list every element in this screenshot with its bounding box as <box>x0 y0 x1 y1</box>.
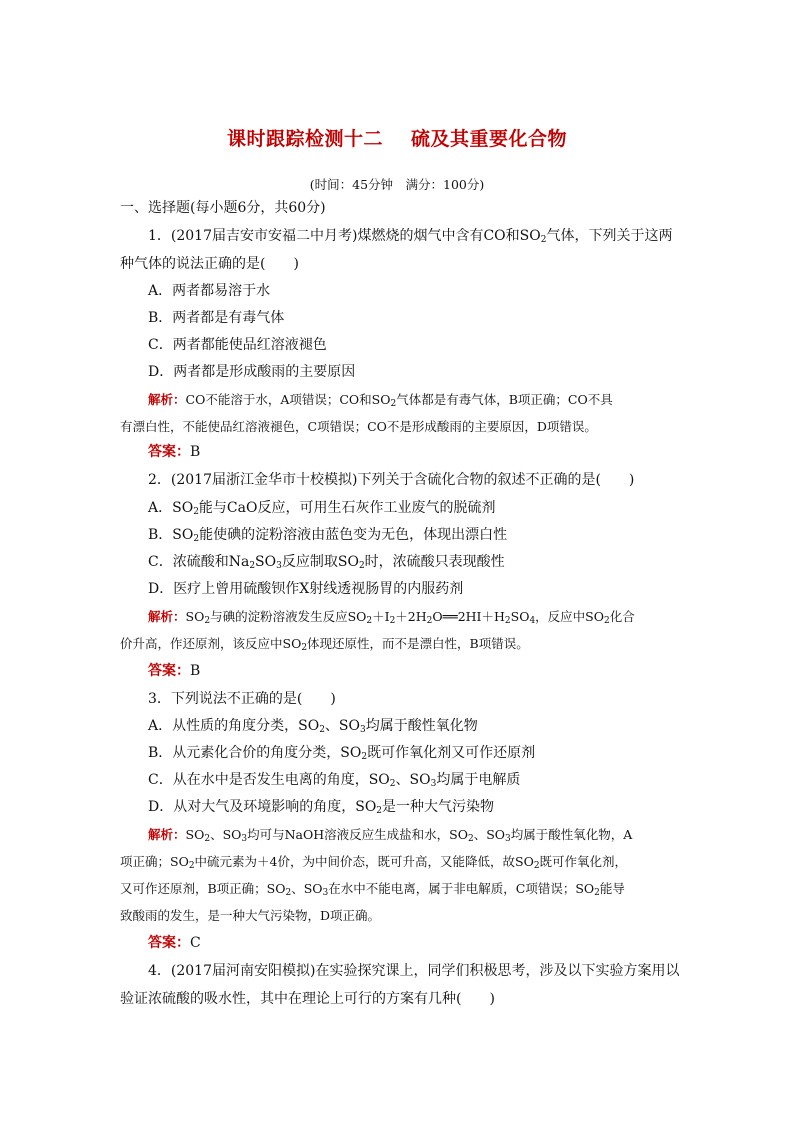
q2-analysis-line1: 解析：$SO_2$与碘的淀粉溶液发生反应$SO_2+I_2+2H_2O══2HI+H_2SO_4$，反应中$SO_2$化合 <box>148 609 635 626</box>
q1-analysis-line2: 有漂白性，不能使品红溶液褪色，C项错误；CO不是形成酸雨的主要原因，D项错误。 <box>120 419 597 434</box>
q1-option-a: A．两者都易溶于水 <box>148 283 271 299</box>
q3-option-c: C．从在水中是否发生电离的角度，$SO_2$、$SO_3$均属于电解质 <box>148 772 521 789</box>
title-left: 课时跟踪检测十二 <box>226 128 383 150</box>
q1-option-c: C．两者都能使品红溶液褪色 <box>148 337 327 353</box>
q3-analysis-line4: 致酸雨的发生，是一种大气污染物，D项正确。 <box>120 908 381 923</box>
q3-analysis-line3: 又可作还原剂，B项正确；$SO_2$、$SO_3$在水中不能电离，属于非电解质，C项错误；$SO_2$能导 <box>120 881 625 898</box>
page-title <box>0 124 794 151</box>
section-heading: 一、选择题(每小题6分，共60分) <box>120 200 326 216</box>
q3-answer: 答案：C <box>148 935 201 951</box>
time-score-info: (时间：45分钟 满分：100分) <box>309 177 485 192</box>
q2-option-c: C．浓硫酸和$Na_2SO_3$反应制取$SO_2$时，浓硫酸只表现酸性 <box>148 554 505 571</box>
q3-option-d: D．从对大气及环境影响的角度，$SO_2$是一种大气污染物 <box>148 799 495 816</box>
q3-stem: 3．下列说法不正确的是( ) <box>148 691 336 707</box>
q2-answer: 答案：B <box>148 663 201 679</box>
q3-analysis-line1: 解析：$SO_2$、$SO_3$均可与NaOH溶液反应生成盐和水，$SO_2$、$SO_3$均属于酸性氧化物，A <box>148 827 633 844</box>
q2-stem: 2．(2017届浙江金华市十校模拟)下列关于含硫化合物的叙述不正确的是( ) <box>148 472 635 488</box>
q1-analysis-line1: 解析：CO不能溶于水，A项错误；CO和$SO_2$气体都是有毒气体，B项正确；CO不具 <box>148 392 613 409</box>
q2-option-a: A．$SO_2$能与CaO反应，可用生石灰作工业废气的脱硫剂 <box>148 500 496 517</box>
q2-option-b: B．$SO_2$能使碘的淀粉溶液由蓝色变为无色，体现出漂白性 <box>148 527 508 544</box>
q1-option-b: B．两者都是有毒气体 <box>148 310 285 326</box>
q1-answer: 答案：B <box>148 444 201 460</box>
title-right: 硫及其重要化合物 <box>411 128 568 150</box>
q2-option-d: D．医疗上曾用硫酸钡作X射线透视肠胃的内服药剂 <box>148 581 464 597</box>
q3-analysis-line2: 项正确；$SO_2$中硫元素为＋4价，为中间价态，既可升高，又能降低，故$SO_2$既可作氧化剂， <box>120 854 628 871</box>
q1-option-d: D．两者都是形成酸雨的主要原因 <box>148 364 356 380</box>
q4-stem-line1: 4．(2017届河南安阳模拟)在实验探究课上，同学们积极思考，涉及以下实验方案用以 <box>148 963 680 979</box>
q3-option-b: B．从元素化合价的角度分类，$SO_2$既可作氧化剂又可作还原剂 <box>148 745 536 762</box>
q2-analysis-line2: 价升高，作还原剂，该反应中$SO_2$体现还原性，而不是漂白性，B项错误。 <box>120 636 529 653</box>
q4-stem-line2: 验证浓硫酸的吸水性，其中在理论上可行的方案有几种( ) <box>120 991 495 1007</box>
q1-stem-line1: 1．(2017届吉安市安福二中月考)煤燃烧的烟气中含有CO和$SO_2$气体，下列关于这两 <box>148 228 673 245</box>
q1-stem-line2: 种气体的说法正确的是( ) <box>120 256 299 272</box>
q3-option-a: A．从性质的角度分类，$SO_2$、$SO_3$均属于酸性氧化物 <box>148 718 478 735</box>
